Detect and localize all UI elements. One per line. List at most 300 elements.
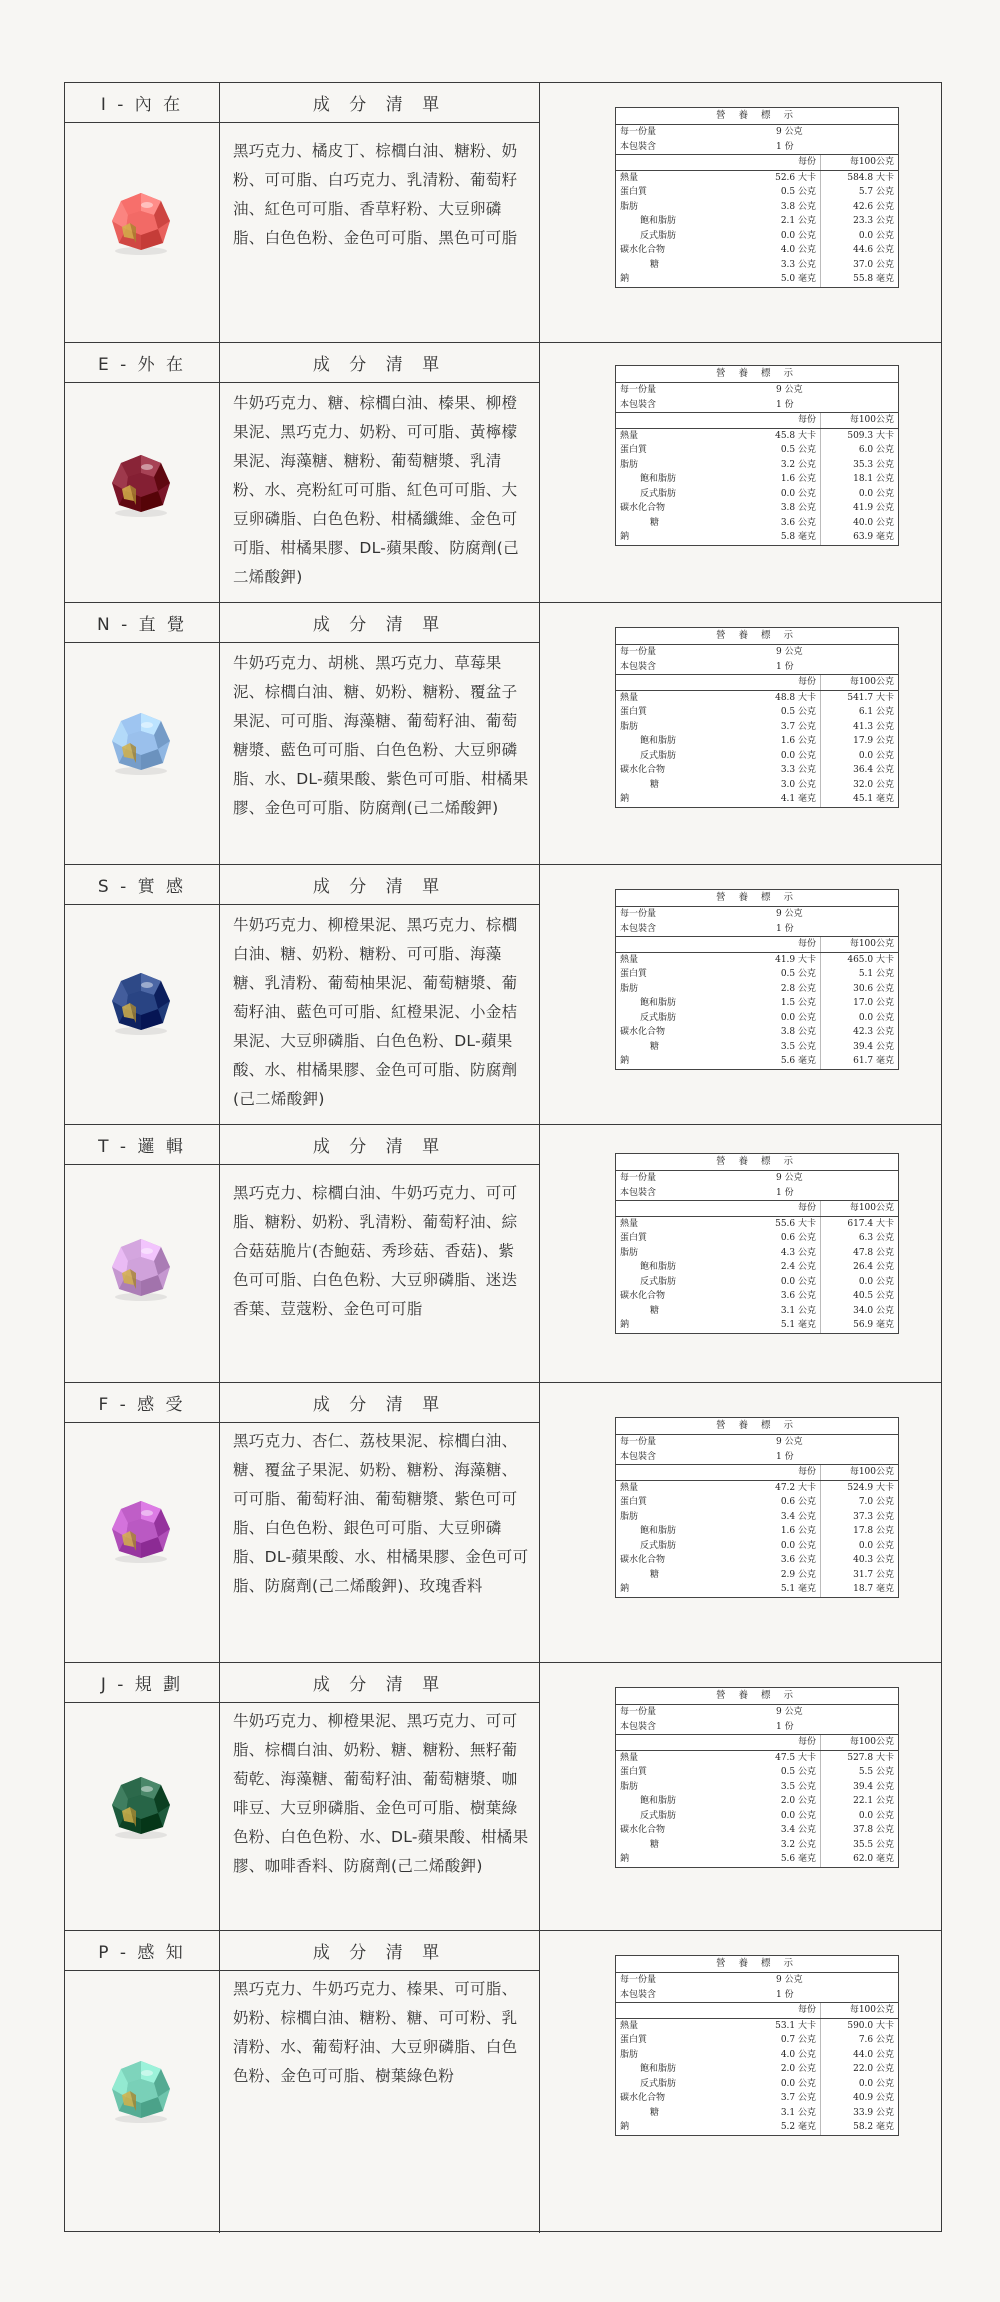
product-section-logic [65, 1125, 941, 1383]
per-serving-value: 55.6 大卡 [775, 1218, 816, 1229]
nutrition-row [616, 487, 898, 502]
per-100g-value: 41.3 公克 [820, 720, 898, 735]
nutrition-row [616, 778, 898, 793]
nutrient-name: 脂肪 [620, 459, 639, 470]
nutrition-column-header [616, 674, 898, 690]
column-divider [539, 1383, 540, 1662]
nutrient-name: 蛋白質 [620, 445, 648, 455]
per-serving-value: 0.0 公克 [780, 488, 816, 499]
per-serving-value: 1.5 公克 [780, 998, 816, 1008]
column-divider [539, 343, 540, 602]
nutrient-name: 飽和脂肪 [640, 1796, 677, 1806]
per-serving-value: 3.5 公克 [780, 1041, 816, 1052]
serving-size-label: 每一份量 [620, 909, 657, 919]
per-100g-value: 35.5 公克 [820, 1838, 898, 1853]
product-section-planning [65, 1663, 941, 1931]
bonbon-image [106, 187, 176, 257]
per-100g-value: 509.3 大卡 [820, 429, 898, 444]
nutrient-name: 熱量 [620, 692, 639, 703]
per-serving-value: 3.8 公克 [780, 201, 816, 212]
column-divider [219, 1931, 220, 2233]
nutrition-title: 營 養 標 示 [616, 890, 898, 907]
nutrient-name: 糖 [650, 1305, 660, 1316]
serving-size-label: 每一份量 [620, 1707, 657, 1717]
column-divider [219, 1663, 220, 1930]
servings-row [616, 1988, 898, 2003]
nutrition-table [615, 1417, 899, 1598]
product-title: I - 內 在 [100, 95, 184, 115]
nutrition-row [616, 967, 898, 982]
serving-size-value: 9 公克 [776, 1437, 803, 1447]
nutrition-row [616, 2048, 898, 2063]
per-serving-value: 4.0 公克 [780, 2049, 816, 2060]
per-serving-value: 0.5 公克 [780, 707, 816, 717]
per-100g-value: 37.8 公克 [820, 1823, 898, 1838]
nutrient-name: 蛋白質 [620, 707, 648, 717]
nutrient-name: 脂肪 [620, 201, 639, 212]
nutrition-row [616, 530, 898, 545]
servings-label: 本包裝含 [620, 399, 657, 410]
nutrition-table [615, 365, 899, 546]
per-serving-value: 4.3 公克 [780, 1247, 816, 1258]
serving-size-row [616, 125, 898, 140]
header-divider [65, 1970, 539, 1971]
per-100g-value: 584.8 大卡 [820, 171, 898, 186]
per-100g-header: 每100公克 [820, 155, 898, 170]
per-100g-value: 26.4 公克 [820, 1260, 898, 1275]
per-serving-value: 0.0 公克 [780, 230, 816, 241]
per-serving-value: 41.9 大卡 [775, 954, 816, 965]
nutrition-title: 營 養 標 示 [616, 1418, 898, 1435]
nutrition-column-header [616, 412, 898, 428]
bonbon-image [106, 707, 176, 777]
per-100g-value: 6.1 公克 [820, 705, 898, 720]
servings-row [616, 1450, 898, 1465]
nutrient-name: 飽和脂肪 [640, 2064, 677, 2074]
nutrition-row [616, 1809, 898, 1824]
servings-value: 1 份 [776, 1721, 794, 1732]
header-divider [65, 1702, 539, 1703]
per-100g-value: 37.3 公克 [820, 1510, 898, 1525]
nutrient-name: 飽和脂肪 [640, 474, 677, 484]
nutrition-row [616, 1260, 898, 1275]
nutrient-name: 糖 [650, 2107, 660, 2118]
per-100g-value: 33.9 公克 [820, 2106, 898, 2121]
nutrient-name: 熱量 [620, 172, 639, 183]
nutrient-name: 碳水化合物 [620, 1555, 666, 1565]
per-100g-header: 每100公克 [820, 937, 898, 952]
header-divider [65, 642, 539, 643]
nutrient-name: 蛋白質 [620, 1233, 648, 1243]
nutrition-row [616, 1750, 898, 1766]
nutrition-title: 營 養 標 示 [616, 108, 898, 125]
nutrient-name: 飽和脂肪 [640, 1262, 677, 1272]
per-100g-value: 465.0 大卡 [820, 953, 898, 968]
per-serving-header: 每份 [797, 2005, 816, 2015]
product-title: E - 外 在 [97, 355, 187, 375]
servings-row [616, 1720, 898, 1735]
column-divider [539, 83, 540, 342]
servings-value: 1 份 [776, 1187, 794, 1198]
nutrient-name: 糖 [650, 1839, 660, 1850]
nutrition-row [616, 734, 898, 749]
nutrient-name: 反式脂肪 [640, 1012, 677, 1023]
ingredients-text: 牛奶巧克力、柳橙果泥、黑巧克力、可可脂、棕櫚白油、奶粉、糖、糖粉、無籽葡萄乾、海藻糖、葡萄籽油、葡萄糖漿、咖啡豆、大豆卵磷脂、金色可可脂、樹葉綠色粉、白色色粉、水、DL-蘋果酸、柑橘果膠、咖啡香料、防腐劑(己二烯酸鉀) [233, 1712, 529, 1875]
nutrition-row [616, 472, 898, 487]
nutrition-row [616, 2091, 898, 2106]
nutrient-name: 鈉 [620, 274, 630, 284]
nutrient-name: 鈉 [620, 532, 630, 542]
per-100g-value: 61.7 毫克 [820, 1054, 898, 1069]
nutrient-name: 反式脂肪 [640, 1810, 677, 1821]
per-100g-value: 617.4 大卡 [820, 1217, 898, 1232]
per-100g-value: 590.0 大卡 [820, 2019, 898, 2034]
per-100g-value: 30.6 公克 [820, 982, 898, 997]
ingredients-header: 成 分 清 單 [312, 95, 447, 115]
bonbon-image [106, 967, 176, 1037]
column-divider [539, 1125, 540, 1382]
servings-row [616, 660, 898, 675]
per-100g-value: 0.0 公克 [820, 229, 898, 244]
product-title: F - 感 受 [98, 1395, 186, 1415]
per-serving-value: 0.5 公克 [780, 445, 816, 455]
nutrition-row [616, 2062, 898, 2077]
servings-label: 本包裝含 [620, 1451, 657, 1462]
nutrition-row [616, 2018, 898, 2034]
nutrient-name: 碳水化合物 [620, 245, 666, 255]
servings-value: 1 份 [776, 399, 794, 410]
column-divider [219, 1383, 220, 1662]
per-100g-header: 每100公克 [820, 675, 898, 690]
per-100g-value: 541.7 大卡 [820, 691, 898, 706]
per-100g-value: 37.0 公克 [820, 258, 898, 273]
nutrient-name: 反式脂肪 [640, 750, 677, 761]
ingredients-text: 黑巧克力、橘皮丁、棕櫚白油、糖粉、奶粉、可可脂、白巧克力、乳清粉、葡萄籽油、紅色可可脂、香草籽粉、大豆卵磷脂、白色色粉、金色可可脂、黑色可可脂 [233, 142, 518, 247]
per-100g-header: 每100公克 [820, 1201, 898, 1216]
nutrition-title: 營 養 標 示 [616, 1688, 898, 1705]
nutrition-row [616, 792, 898, 807]
nutrition-row [616, 1054, 898, 1069]
per-100g-value: 39.4 公克 [820, 1040, 898, 1055]
per-100g-value: 44.6 公克 [820, 243, 898, 258]
per-100g-header: 每100公克 [820, 1735, 898, 1750]
servings-value: 1 份 [776, 1451, 794, 1462]
nutrition-title: 營 養 標 示 [616, 366, 898, 383]
nutrient-name: 脂肪 [620, 2049, 639, 2060]
header-divider [65, 904, 539, 905]
nutrient-name: 蛋白質 [620, 2035, 648, 2045]
nutrition-row [616, 200, 898, 215]
servings-label: 本包裝含 [620, 1187, 657, 1198]
nutrition-row [616, 1852, 898, 1867]
servings-value: 1 份 [776, 923, 794, 934]
serving-size-row [616, 383, 898, 398]
per-serving-value: 3.8 公克 [780, 1027, 816, 1037]
per-100g-value: 5.7 公克 [820, 185, 898, 200]
product-title: J - 規 劃 [100, 1675, 184, 1695]
per-serving-value: 5.6 毫克 [780, 1854, 816, 1864]
ingredients-header: 成 分 清 單 [312, 1395, 447, 1415]
per-serving-value: 4.1 毫克 [780, 794, 816, 804]
nutrient-name: 糖 [650, 1041, 660, 1052]
column-divider [539, 1663, 540, 1930]
per-100g-value: 0.0 公克 [820, 749, 898, 764]
per-100g-value: 6.0 公克 [820, 443, 898, 458]
per-serving-value: 0.5 公克 [780, 969, 816, 979]
serving-size-value: 9 公克 [776, 647, 803, 657]
per-serving-header: 每份 [797, 677, 816, 687]
per-100g-value: 58.2 毫克 [820, 2120, 898, 2135]
serving-size-value: 9 公克 [776, 385, 803, 395]
serving-size-value: 9 公克 [776, 909, 803, 919]
per-serving-value: 0.6 公克 [780, 1497, 816, 1507]
nutrition-row [616, 1216, 898, 1232]
nutrient-name: 鈉 [620, 1320, 630, 1330]
per-serving-value: 52.6 大卡 [775, 172, 816, 183]
serving-size-row [616, 907, 898, 922]
per-serving-value: 2.1 公克 [780, 216, 816, 226]
nutrition-row [616, 428, 898, 444]
ingredients-header: 成 分 清 單 [312, 877, 447, 897]
ingredients-text: 牛奶巧克力、胡桃、黑巧克力、草莓果泥、棕櫚白油、糖、奶粉、糖粉、覆盆子果泥、可可脂、海藻糖、葡萄籽油、葡萄糖漿、藍色可可脂、白色色粉、大豆卵磷脂、水、DL-蘋果酸、紫色可可脂、柑橘果膠、金色可可脂、防腐劑(己二烯酸鉀) [233, 654, 529, 817]
nutrition-table [615, 1153, 899, 1334]
nutrition-table [615, 627, 899, 808]
per-100g-value: 45.1 毫克 [820, 792, 898, 807]
nutrition-row [616, 1582, 898, 1597]
per-100g-header: 每100公克 [820, 2003, 898, 2018]
serving-size-value: 9 公克 [776, 127, 803, 137]
per-serving-value: 3.6 公克 [780, 517, 816, 528]
per-serving-value: 5.1 毫克 [780, 1320, 816, 1330]
per-serving-value: 5.8 毫克 [780, 532, 816, 542]
nutrition-row [616, 443, 898, 458]
nutrition-column-header [616, 1200, 898, 1216]
per-100g-value: 44.0 公克 [820, 2048, 898, 2063]
per-serving-value: 5.0 毫克 [780, 274, 816, 284]
nutrition-row [616, 1823, 898, 1838]
servings-label: 本包裝含 [620, 141, 657, 152]
per-100g-value: 31.7 公克 [820, 1568, 898, 1583]
per-serving-value: 0.0 公克 [780, 2078, 816, 2089]
nutrient-name: 脂肪 [620, 721, 639, 732]
nutrient-name: 熱量 [620, 430, 639, 441]
per-serving-value: 3.6 公克 [780, 1291, 816, 1301]
per-serving-value: 3.5 公克 [780, 1781, 816, 1792]
per-100g-value: 0.0 公克 [820, 1011, 898, 1026]
column-divider [539, 1931, 540, 2233]
per-100g-header: 每100公克 [820, 413, 898, 428]
product-table [64, 82, 942, 2232]
ingredients-header: 成 分 清 單 [312, 615, 447, 635]
nutrient-name: 蛋白質 [620, 187, 648, 197]
nutrient-name: 糖 [650, 1569, 660, 1580]
per-serving-value: 4.0 公克 [780, 245, 816, 255]
per-100g-value: 34.0 公克 [820, 1304, 898, 1319]
nutrient-name: 反式脂肪 [640, 2078, 677, 2089]
serving-size-label: 每一份量 [620, 127, 657, 137]
per-100g-value: 40.5 公克 [820, 1289, 898, 1304]
nutrition-column-header [616, 154, 898, 170]
per-100g-value: 0.0 公克 [820, 2077, 898, 2092]
per-100g-value: 62.0 毫克 [820, 1852, 898, 1867]
per-serving-value: 0.0 公克 [780, 1810, 816, 1821]
per-serving-value: 0.0 公克 [780, 1276, 816, 1287]
nutrition-row [616, 749, 898, 764]
per-100g-value: 524.9 大卡 [820, 1481, 898, 1496]
nutrient-name: 脂肪 [620, 1781, 639, 1792]
servings-label: 本包裝含 [620, 1721, 657, 1732]
header-divider [65, 382, 539, 383]
per-serving-value: 3.8 公克 [780, 503, 816, 513]
servings-row [616, 922, 898, 937]
per-100g-value: 5.5 公克 [820, 1765, 898, 1780]
servings-value: 1 份 [776, 661, 794, 672]
per-serving-value: 0.0 公克 [780, 1012, 816, 1023]
nutrient-name: 熱量 [620, 1482, 639, 1493]
nutrient-name: 碳水化合物 [620, 503, 666, 513]
header-divider [65, 122, 539, 123]
nutrient-name: 蛋白質 [620, 1767, 648, 1777]
per-serving-value: 2.4 公克 [780, 1262, 816, 1272]
per-100g-value: 35.3 公克 [820, 458, 898, 473]
nutrition-row [616, 1568, 898, 1583]
per-serving-value: 3.3 公克 [780, 765, 816, 775]
nutrition-row [616, 952, 898, 968]
servings-label: 本包裝含 [620, 923, 657, 934]
nutrition-row [616, 170, 898, 186]
nutrient-name: 糖 [650, 779, 660, 790]
servings-value: 1 份 [776, 1989, 794, 2000]
nutrition-title: 營 養 標 示 [616, 628, 898, 645]
per-100g-value: 40.0 公克 [820, 516, 898, 531]
per-serving-value: 0.5 公克 [780, 187, 816, 197]
per-serving-header: 每份 [797, 415, 816, 425]
per-serving-value: 53.1 大卡 [775, 2020, 816, 2031]
per-100g-value: 36.4 公克 [820, 763, 898, 778]
per-serving-value: 3.1 公克 [780, 1305, 816, 1316]
nutrition-row [616, 272, 898, 287]
nutrient-name: 反式脂肪 [640, 488, 677, 499]
servings-row [616, 398, 898, 413]
per-100g-value: 63.9 毫克 [820, 530, 898, 545]
nutrition-row [616, 1780, 898, 1795]
nutrition-row [616, 705, 898, 720]
per-100g-value: 56.9 毫克 [820, 1318, 898, 1333]
per-serving-value: 47.2 大卡 [775, 1482, 816, 1493]
nutrition-row [616, 458, 898, 473]
nutrition-row [616, 516, 898, 531]
ingredients-text: 黑巧克力、牛奶巧克力、榛果、可可脂、奶粉、棕櫚白油、糖粉、糖、可可粉、乳清粉、水、葡萄籽油、大豆卵磷脂、白色色粉、金色可可脂、樹葉綠色粉 [233, 1980, 518, 2085]
per-serving-value: 3.4 公克 [780, 1511, 816, 1522]
servings-label: 本包裝含 [620, 661, 657, 672]
per-100g-value: 22.0 公克 [820, 2062, 898, 2077]
nutrient-name: 糖 [650, 259, 660, 270]
nutrient-name: 脂肪 [620, 983, 639, 994]
per-100g-value: 23.3 公克 [820, 214, 898, 229]
ingredients-text: 牛奶巧克力、糖、棕櫚白油、榛果、柳橙果泥、黑巧克力、奶粉、可可脂、黃檸檬果泥、海藻糖、糖粉、葡萄糖漿、乳清粉、水、亮粉紅可可脂、紅色可可脂、大豆卵磷脂、白色色粉、柑橘纖維、金色可可脂、柑橘果膠、DL-蘋果酸、防腐劑(己二烯酸鉀) [233, 394, 519, 586]
nutrition-row [616, 1289, 898, 1304]
nutrient-name: 碳水化合物 [620, 1291, 666, 1301]
per-serving-value: 5.6 毫克 [780, 1056, 816, 1066]
per-100g-value: 18.1 公克 [820, 472, 898, 487]
per-serving-header: 每份 [797, 1737, 816, 1747]
nutrition-row [616, 690, 898, 706]
per-serving-value: 2.8 公克 [780, 983, 816, 994]
per-100g-value: 7.0 公克 [820, 1495, 898, 1510]
nutrition-row [616, 258, 898, 273]
ingredients-header: 成 分 清 單 [312, 1943, 447, 1963]
nutrition-row [616, 2120, 898, 2135]
per-100g-value: 17.9 公克 [820, 734, 898, 749]
header-divider [65, 1422, 539, 1423]
nutrient-name: 鈉 [620, 2122, 630, 2132]
nutrition-row [616, 1304, 898, 1319]
nutrition-row [616, 1495, 898, 1510]
nutrition-row [616, 1231, 898, 1246]
per-100g-value: 6.3 公克 [820, 1231, 898, 1246]
per-serving-value: 0.5 公克 [780, 1767, 816, 1777]
servings-row [616, 140, 898, 155]
per-serving-value: 0.0 公克 [780, 750, 816, 761]
per-100g-value: 0.0 公克 [820, 1539, 898, 1554]
per-serving-value: 3.7 公克 [780, 2093, 816, 2103]
per-serving-value: 48.8 大卡 [775, 692, 816, 703]
serving-size-row [616, 1705, 898, 1720]
nutrition-row [616, 1318, 898, 1333]
nutrition-title: 營 養 標 示 [616, 1956, 898, 1973]
nutrition-row [616, 1480, 898, 1496]
per-100g-value: 5.1 公克 [820, 967, 898, 982]
nutrition-row [616, 501, 898, 516]
per-serving-value: 2.9 公克 [780, 1569, 816, 1580]
nutrition-column-header [616, 1734, 898, 1750]
ingredients-text: 黑巧克力、杏仁、荔枝果泥、棕櫚白油、糖、覆盆子果泥、奶粉、糖粉、海藻糖、可可脂、葡萄籽油、葡萄糖漿、紫色可可脂、白色色粉、銀色可可脂、大豆卵磷脂、DL-蘋果酸、水、柑橘果膠、金色可可脂、防腐劑(己二烯酸鉀)、玫瑰香料 [233, 1432, 529, 1595]
per-100g-value: 40.3 公克 [820, 1553, 898, 1568]
per-serving-value: 2.0 公克 [780, 2064, 816, 2074]
nutrition-table [615, 1955, 899, 2136]
per-100g-value: 527.8 大卡 [820, 1751, 898, 1766]
nutrition-row [616, 2033, 898, 2048]
nutrition-row [616, 763, 898, 778]
product-section-feeling [65, 1383, 941, 1663]
per-serving-value: 2.0 公克 [780, 1796, 816, 1806]
per-serving-value: 3.0 公克 [780, 779, 816, 790]
per-100g-value: 22.1 公克 [820, 1794, 898, 1809]
nutrition-row [616, 1025, 898, 1040]
servings-value: 1 份 [776, 141, 794, 152]
nutrient-name: 碳水化合物 [620, 1825, 666, 1835]
serving-size-label: 每一份量 [620, 1975, 657, 1985]
per-serving-value: 3.7 公克 [780, 721, 816, 732]
nutrition-row [616, 1539, 898, 1554]
product-section-intuition [65, 603, 941, 865]
per-serving-value: 1.6 公克 [780, 474, 816, 484]
nutrition-row [616, 982, 898, 997]
product-section-inner [65, 83, 941, 343]
nutrition-row [616, 1553, 898, 1568]
nutrition-row [616, 1275, 898, 1290]
nutrition-row [616, 1246, 898, 1261]
nutrition-column-header [616, 1464, 898, 1480]
per-100g-header: 每100公克 [820, 1465, 898, 1480]
nutrition-table [615, 1687, 899, 1868]
nutrition-row [616, 1765, 898, 1780]
nutrition-row [616, 996, 898, 1011]
bonbon-image [106, 449, 176, 519]
nutrition-row [616, 2106, 898, 2121]
per-100g-value: 17.8 公克 [820, 1524, 898, 1539]
servings-row [616, 1186, 898, 1201]
